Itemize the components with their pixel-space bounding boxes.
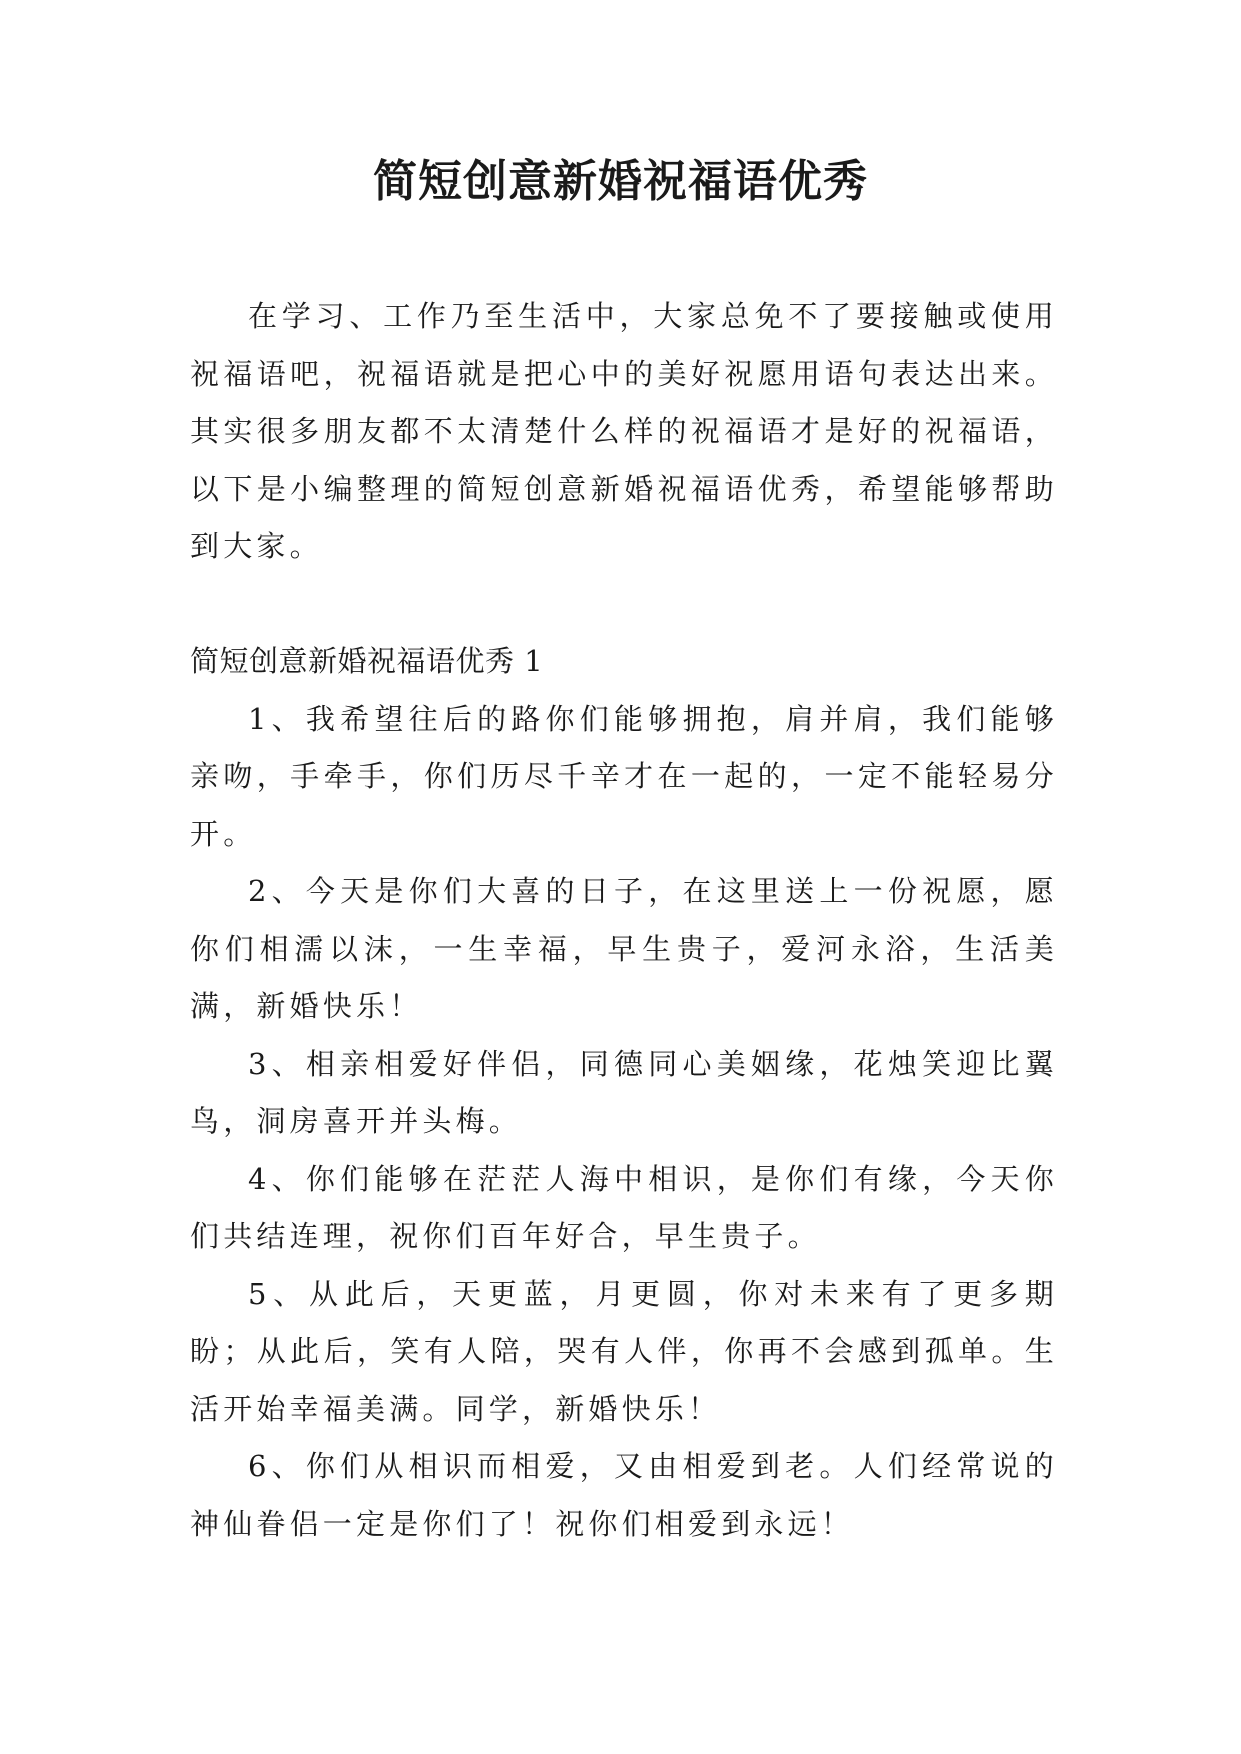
blessing-item-4: 4、你们能够在茫茫人海中相识，是你们有缘，今天你们共结连理，祝你们百年好合，早生贵子。 — [190, 1161, 1058, 1253]
blessing-item-5: 5、从此后，天更蓝，月更圆，你对未来有了更多期盼；从此后，笑有人陪，哭有人伴，你再不会感到孤单。生活开始幸福美满。同学，新婚快乐！ — [190, 1276, 1058, 1426]
document-title: 简短创意新婚祝福语优秀 — [373, 156, 868, 207]
blessing-item-6: 6、你们从相识而相爱，又由相爱到老。人们经常说的神仙眷侣一定是你们了！祝你们相爱到永远！ — [190, 1449, 1058, 1541]
intro-paragraph: 在学习、工作乃至生活中，大家总免不了要接触或使用祝福语吧，祝福语就是把心中的美好祝愿用语句表达出来。其实很多朋友都不太清楚什么样的祝福语才是好的祝福语，以下是小编整理的简短创意新婚祝福语优秀，希望能够帮助到大家。 — [190, 299, 1058, 563]
blessing-item-2: 2、今天是你们大喜的日子，在这里送上一份祝愿，愿你们相濡以沫，一生幸福，早生贵子，爱河永浴，生活美满，新婚快乐！ — [190, 874, 1058, 1023]
document-body — [190, 288, 1058, 1553]
section-heading: 简短创意新婚祝福语优秀 1 — [190, 644, 544, 678]
paragraph-spacer — [190, 576, 1058, 634]
blessing-item-3: 3、相亲相爱好伴侣，同德同心美姻缘，花烛笑迎比翼鸟，洞房喜开并头梅。 — [190, 1046, 1058, 1138]
blessing-item-1: 1、我希望往后的路你们能够拥抱，肩并肩，我们能够亲吻，手牵手，你们历尽千辛才在一起的，一定不能轻易分开。 — [190, 701, 1058, 851]
